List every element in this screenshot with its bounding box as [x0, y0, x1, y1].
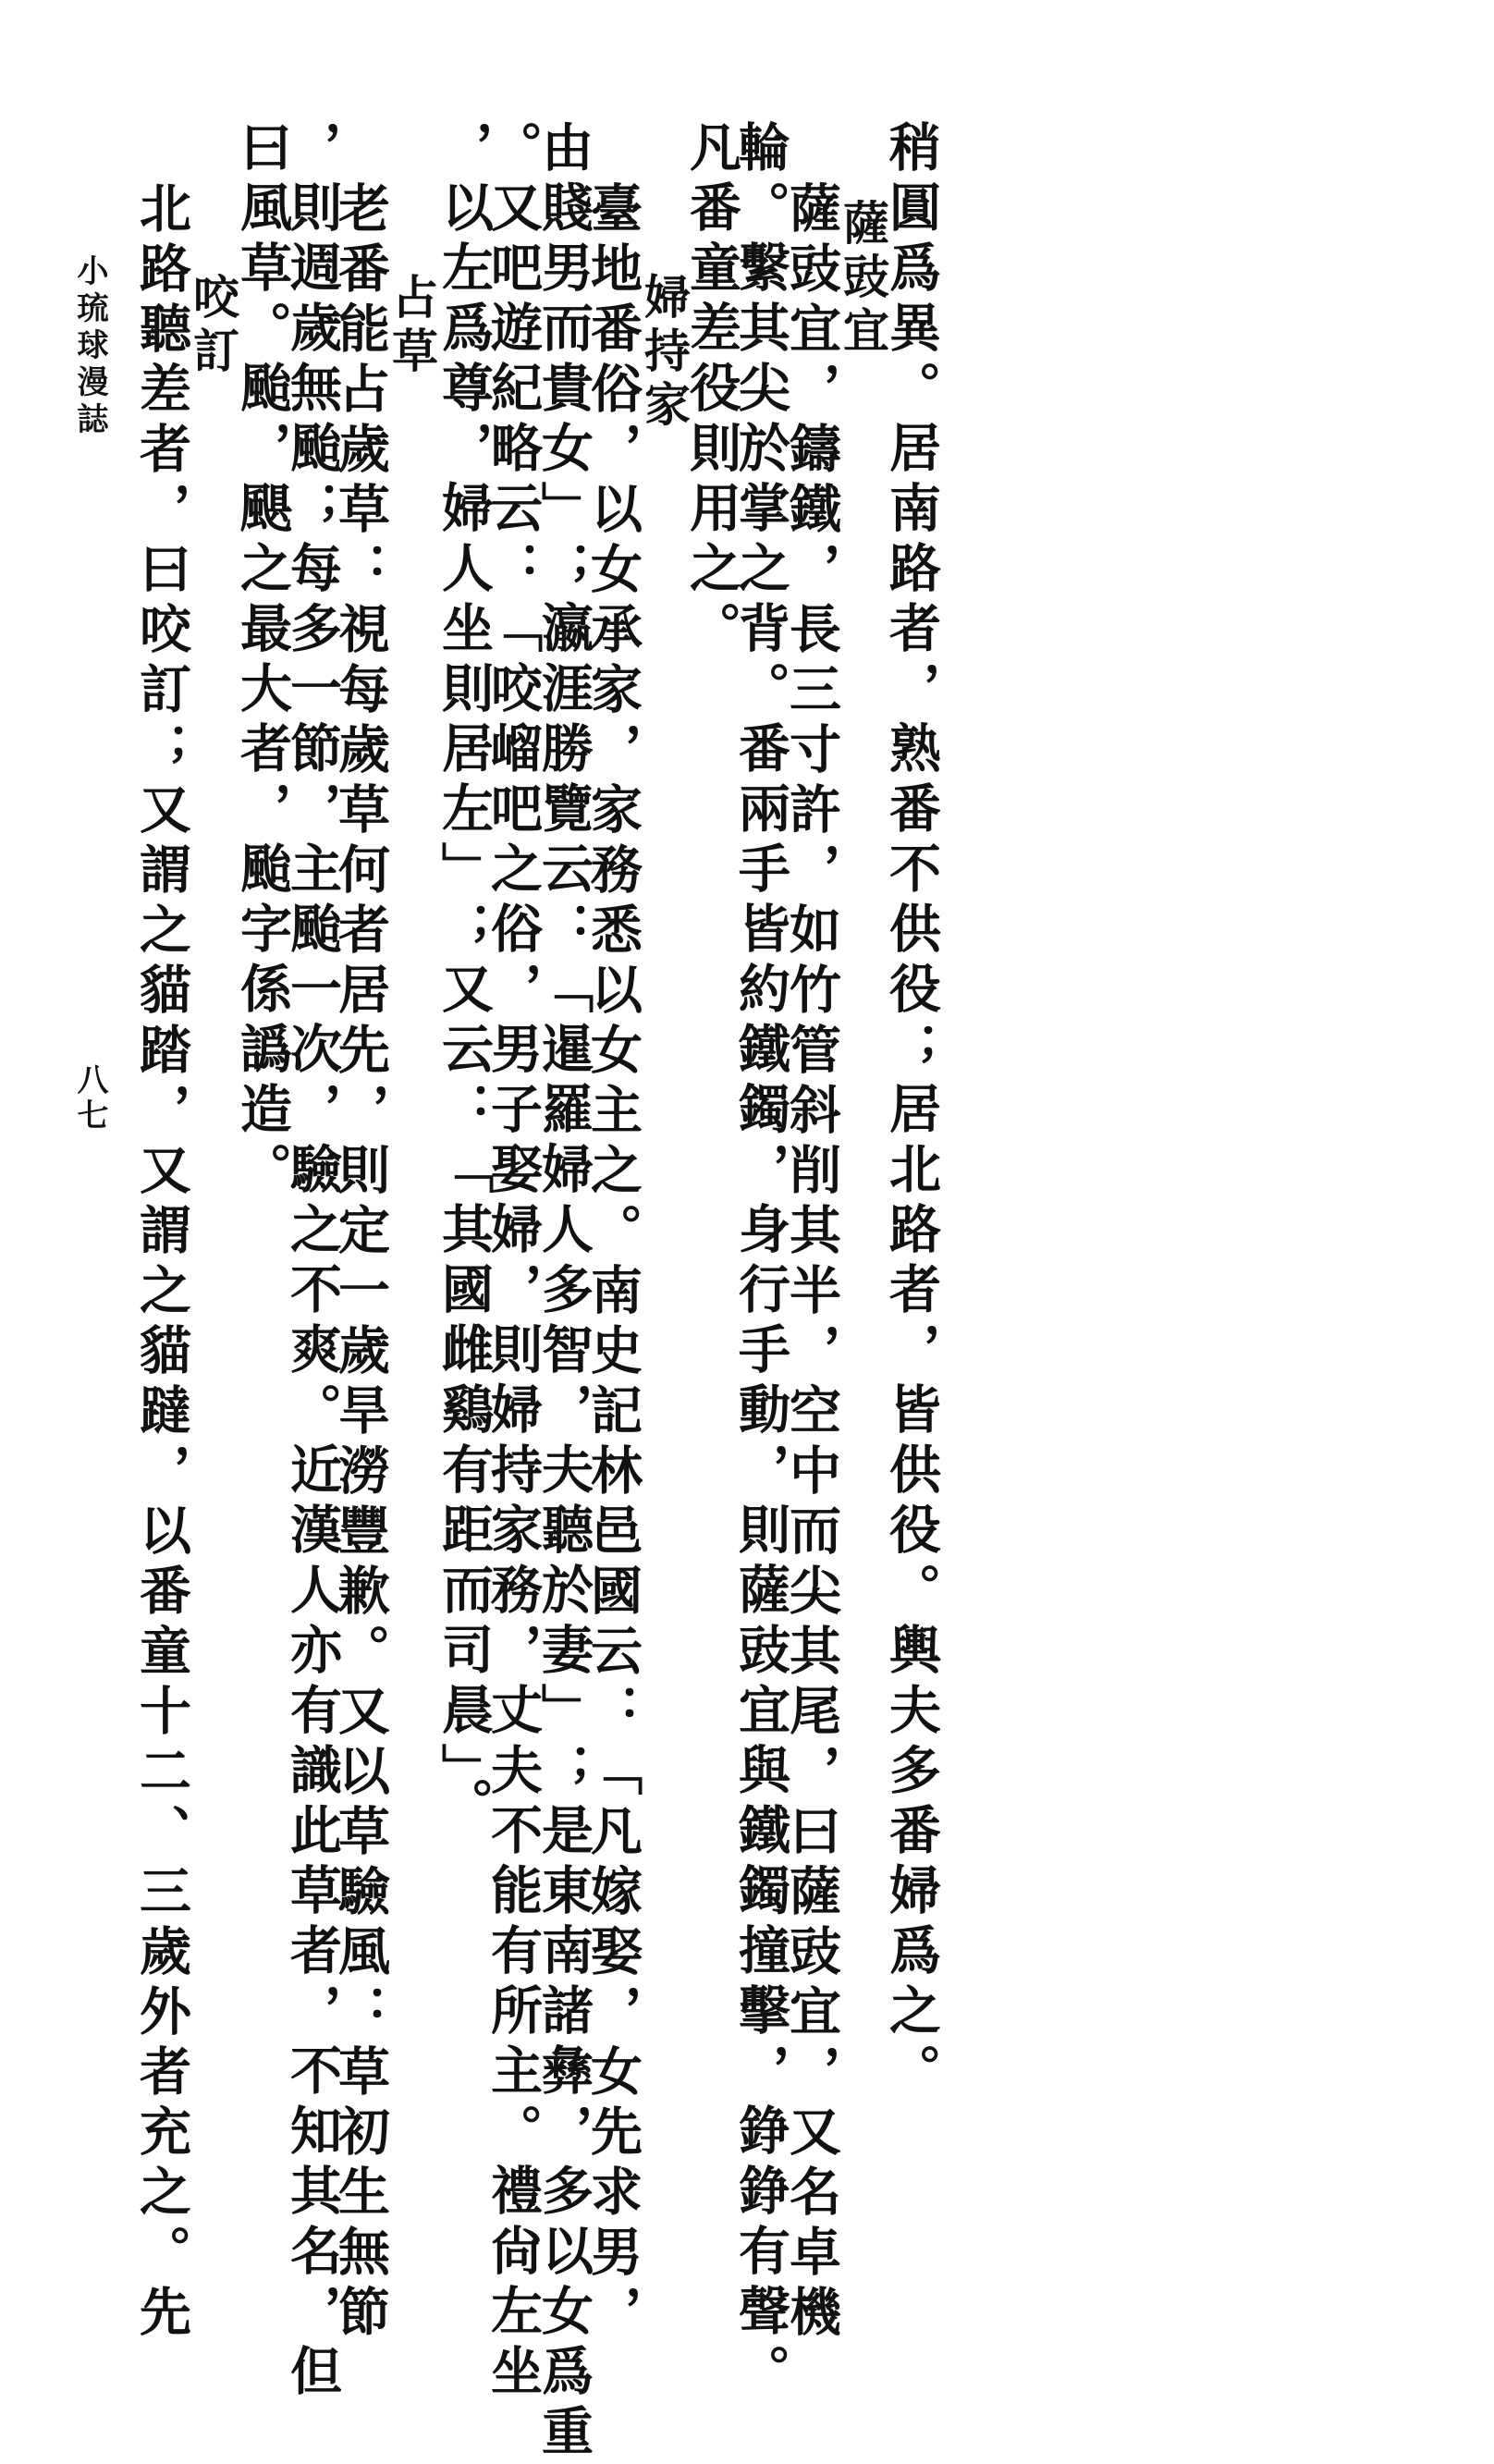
section-heading-woman-keeps-house: 婦持家 [637, 273, 692, 434]
text-column-4: 凡番童差役則用之。 [681, 120, 742, 661]
text-column-12: 北路聽差者，曰咬訂；又謂之貓踏，又謂之貓躂，以番童十二、三歲外者充之。先 [131, 181, 192, 2345]
text-column-8: ，以左爲尊，婦人坐則居左」；又云：「其國雌鷄有距而司晨」。 [434, 120, 495, 1837]
section-heading-yao-ding: 咬訂 [186, 273, 240, 380]
section-heading-divining-grass: 占草 [385, 273, 439, 380]
text-column-5: 臺地番俗，以女承家，家務悉以女主之。南史記林邑國云：「凡嫁娶，女先求男， [582, 181, 643, 2345]
text-column-6: 由賤男而貴女」；瀛涯勝覽云：「暹羅婦人多智，夫聽於妻」；是東南諸彝，多以女爲重 [533, 120, 594, 2464]
running-head: 小琉球漫誌 [71, 254, 108, 439]
text-column-11: 曰風草。颱，颶之最大者，颱字係譌造。 [232, 120, 293, 1202]
text-column-10: ，則週歲無颱；每多一節，主颱一次，驗之不爽。近漢人亦有識此草者，不知其名，但 [282, 120, 343, 2404]
text-column-1: 稍圓爲異。居南路者，熟番不供役；居北路者，皆供役。輿夫多番婦爲之。 [881, 120, 942, 2103]
section-heading-sa-gu-yi: 薩豉宜 [836, 199, 890, 360]
text-column-9: 老番能占歲草：視每歲草何者居先，則定一歲旱澇豐歉。又以草驗風：草初生無節 [330, 181, 391, 2345]
text-column-3: 輪。繫其尖於掌之背。番兩手皆約鐵鐲，身行手動，則薩豉宜與鐵鐲撞擊，錚錚有聲。 [730, 120, 791, 2404]
text-column-2: 薩豉宜，鑄鐵，長三寸許，如竹管斜削其半，空中而尖其尾，曰薩豉宜，又名卓機 [781, 181, 842, 2345]
text-column-7: 。又吧遊紀略云：「咬嵧吧之俗，男子娶婦，則婦持家務，丈夫不能有所主。禮尙左坐 [483, 120, 544, 2404]
page-number: 八七 [71, 1063, 108, 1134]
